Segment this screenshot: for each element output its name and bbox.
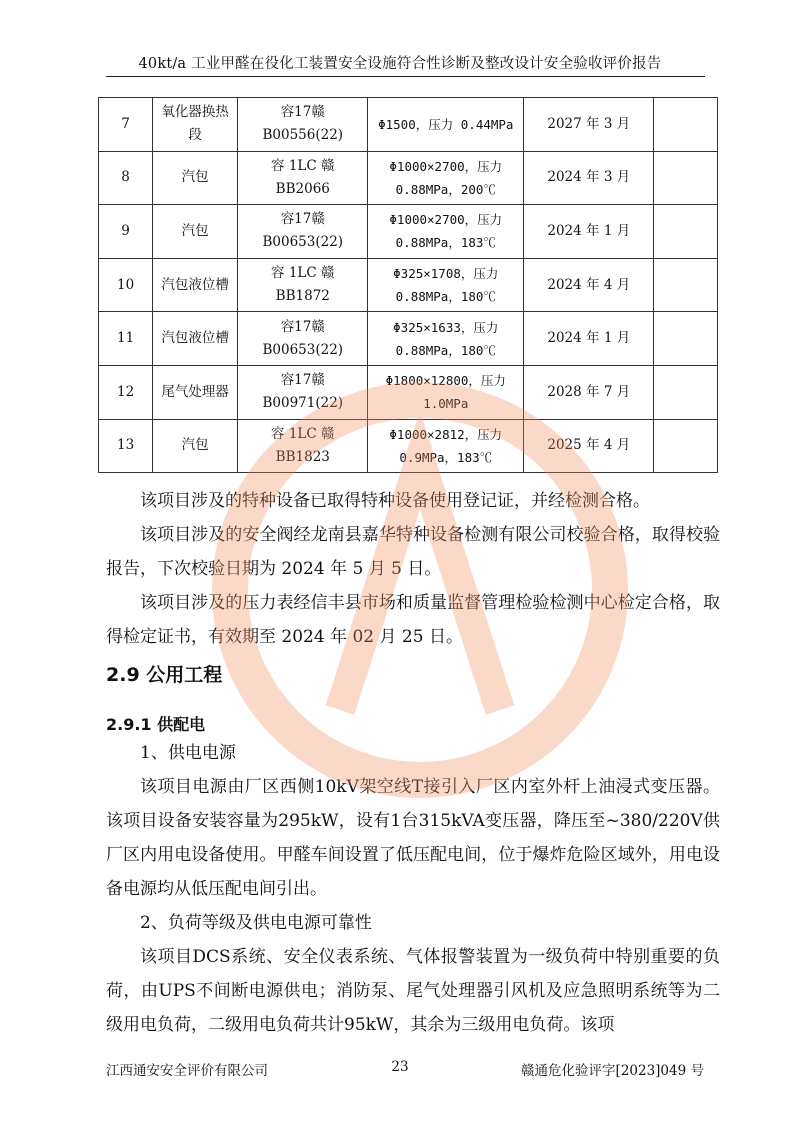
footer-doc-number: 赣通危化验评字[2023]049 号 <box>521 1063 704 1079</box>
cell-reg: 容 1LC 赣 BB1823 <box>238 419 368 473</box>
cell-no: 7 <box>99 98 153 152</box>
cell-date: 2024 年 3 月 <box>524 151 654 205</box>
cell-reg: 容17赣B00653(22) <box>238 205 368 259</box>
table-row <box>99 205 718 259</box>
footer-company: 江西通安安全评价有限公司 <box>106 1063 268 1079</box>
paragraph-load-grade: 该项目DCS系统、安全仪表系统、气体报警装置为一级负荷中特别重要的负荷，由UPS不间断电源供电；消防泵、尾气处理器引风机及应急照明系统等为二级用电负荷，二级用电负荷共计95kW，其余为三级用电负荷。该项 <box>106 947 720 1035</box>
header-rule <box>106 76 705 77</box>
cell-date: 2025 年 4 月 <box>524 419 654 473</box>
cell-date: 2024 年 1 月 <box>524 312 654 366</box>
cell-reg: 容 1LC 赣 BB2066 <box>238 151 368 205</box>
cell-name: 汽包 <box>153 205 238 259</box>
cell-spec: Φ325×1633，压力 0.88MPa，180℃ <box>368 312 524 366</box>
cell-note <box>654 205 718 259</box>
cell-name: 氧化器换热段 <box>153 98 238 152</box>
cell-spec: Φ1000×2700，压力 0.88MPa，200℃ <box>368 151 524 205</box>
cell-note <box>654 98 718 152</box>
cell-date: 2024 年 4 月 <box>524 258 654 312</box>
cell-spec: Φ1800×12800，压力 1.0MPa <box>368 365 524 419</box>
cell-reg: 容17赣B00971(22) <box>238 365 368 419</box>
cell-reg: 容17赣B00653(22) <box>238 312 368 366</box>
cell-name: 汽包液位槽 <box>153 258 238 312</box>
cell-date: 2028 年 7 月 <box>524 365 654 419</box>
cell-reg: 容17赣B00556(22) <box>238 98 368 152</box>
table-row <box>99 98 718 152</box>
cell-name: 汽包 <box>153 419 238 473</box>
table-row <box>99 258 718 312</box>
equipment-table <box>98 97 718 473</box>
cell-no: 10 <box>99 258 153 312</box>
cell-name: 汽包液位槽 <box>153 312 238 366</box>
cell-date: 2024 年 1 月 <box>524 205 654 259</box>
paragraph-special-equipment: 该项目涉及的特种设备已取得特种设备使用登记证，并经检测合格。 <box>140 491 650 511</box>
cell-no: 12 <box>99 365 153 419</box>
cell-note <box>654 365 718 419</box>
table-row <box>99 419 718 473</box>
cell-no: 11 <box>99 312 153 366</box>
paragraph-power-source: 该项目电源由厂区西侧10kV架空线T接引入厂区内室外杆上油浸式变压器。该项目设备安装容量为295kW，设有1台315kVA变压器，降压至~380/220V供厂区内用电设备使用。甲醛车间设置了低压配电间，位于爆炸危险区域外，用电设备电源均从低压配电间引出。 <box>106 777 720 899</box>
cell-note <box>654 312 718 366</box>
cell-note <box>654 419 718 473</box>
paragraph-pressure-gauge: 该项目涉及的压力表经信丰县市场和质量监督管理检验检测中心检定合格，取得检定证书，有效期至 2024 年 02 月 25 日。 <box>106 593 720 647</box>
cell-spec: Φ1500，压力 0.44MPa <box>368 98 524 152</box>
table-row <box>99 151 718 205</box>
cell-spec: Φ1000×2812，压力 0.9MPa，183℃ <box>368 419 524 473</box>
item-load-grade: 2、负荷等级及供电电源可靠性 <box>140 913 372 933</box>
cell-name: 尾气处理器 <box>153 365 238 419</box>
footer-page-number: 23 <box>391 1059 409 1075</box>
cell-name: 汽包 <box>153 151 238 205</box>
subsection-heading-power: 2.9.1 供配电 <box>106 715 206 734</box>
cell-spec: Φ1000×2700，压力 0.88MPa，183℃ <box>368 205 524 259</box>
cell-reg: 容 1LC 赣 BB1872 <box>238 258 368 312</box>
paragraph-safety-valve: 该项目涉及的安全阀经龙南县嘉华特种设备检测有限公司校验合格，取得校验报告，下次校验日期为 2024 年 5 月 5 日。 <box>106 525 720 579</box>
table-row <box>99 312 718 366</box>
page-header-title: 40kt/a 工业甲醛在役化工装置安全设施符合性诊断及整改设计安全验收评价报告 <box>138 56 662 72</box>
cell-date: 2027 年 3 月 <box>524 98 654 152</box>
cell-no: 8 <box>99 151 153 205</box>
cell-spec: Φ325×1708，压力 0.88MPa，180℃ <box>368 258 524 312</box>
section-heading-utilities: 2.9 公用工程 <box>106 664 223 686</box>
item-power-source: 1、供电电源 <box>140 743 236 763</box>
table-row <box>99 365 718 419</box>
cell-no: 9 <box>99 205 153 259</box>
cell-no: 13 <box>99 419 153 473</box>
cell-note <box>654 151 718 205</box>
cell-note <box>654 258 718 312</box>
